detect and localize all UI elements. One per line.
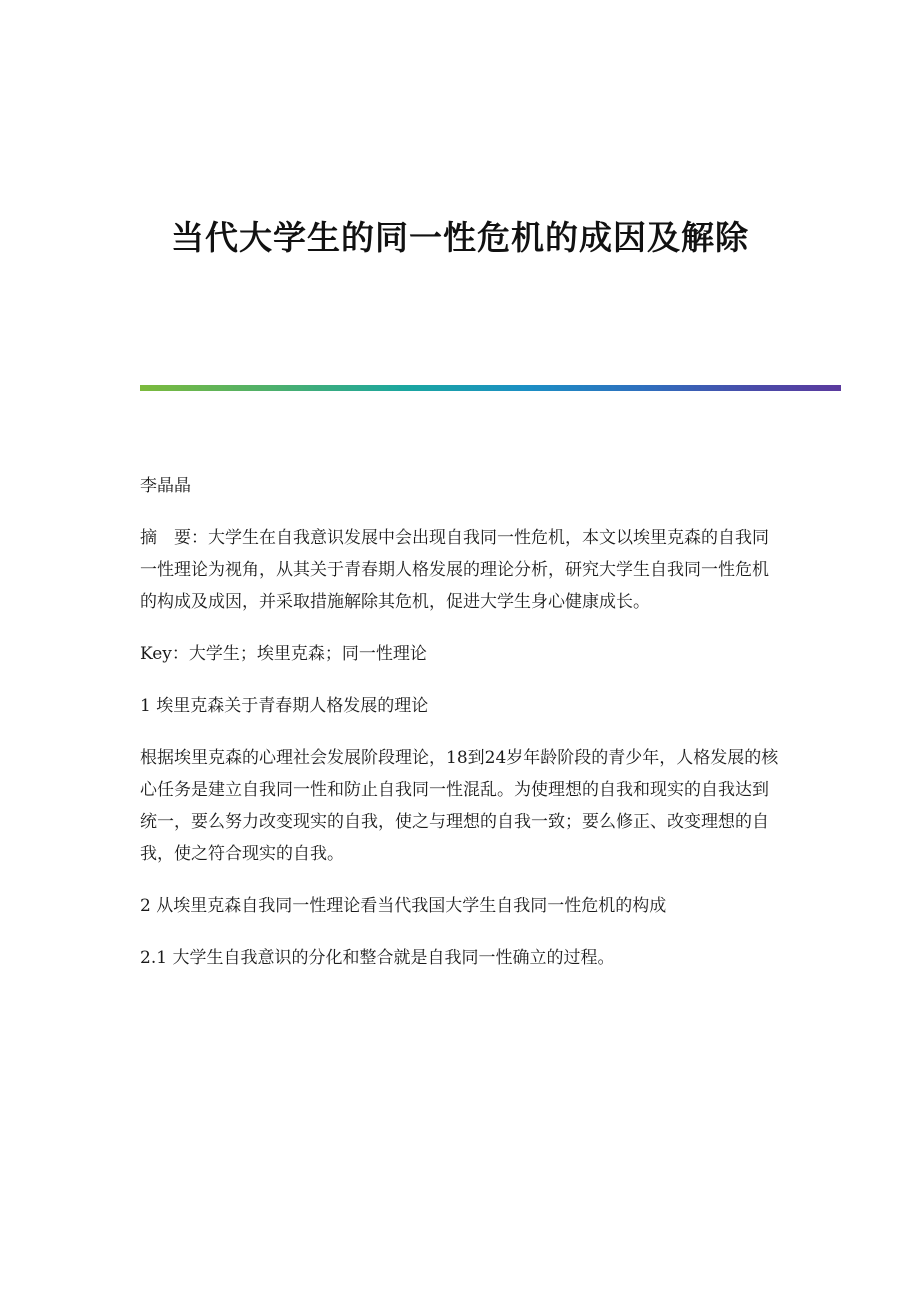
section-1-heading: 1 埃里克森关于青春期人格发展的理论 [140, 696, 429, 716]
section-2-1-heading: 2.1 大学生自我意识的分化和整合就是自我同一性确立的过程。 [140, 948, 615, 968]
document-title: 当代大学生的同一性危机的成因及解除 [171, 218, 749, 257]
title-gradient-rule [140, 385, 841, 391]
abstract-paragraph: 摘 要：大学生在自我意识发展中会出现自我同一性危机，本文以埃里克森的自我同一性理论为视角，从其关于青春期人格发展的理论分析，研究大学生自我同一性危机的构成及成因，并采取措施解除其危机，促进大学生身心健康成长。 [140, 528, 769, 612]
keywords-line: Key：大学生；埃里克森；同一性理论 [140, 644, 427, 664]
section-1-body: 根据埃里克森的心理社会发展阶段理论，18到24岁年龄阶段的青少年，人格发展的核心任务是建立自我同一性和防止自我同一性混乱。为使理想的自我和现实的自我达到统一，要么努力改变现实的自我，使之与理想的自我一致；要么修正、改变理想的自我，使之符合现实的自我。 [140, 748, 779, 864]
document-body [140, 470, 780, 994]
section-2-heading: 2 从埃里克森自我同一性理论看当代我国大学生自我同一性危机的构成 [140, 896, 667, 916]
author-name: 李晶晶 [140, 476, 191, 496]
